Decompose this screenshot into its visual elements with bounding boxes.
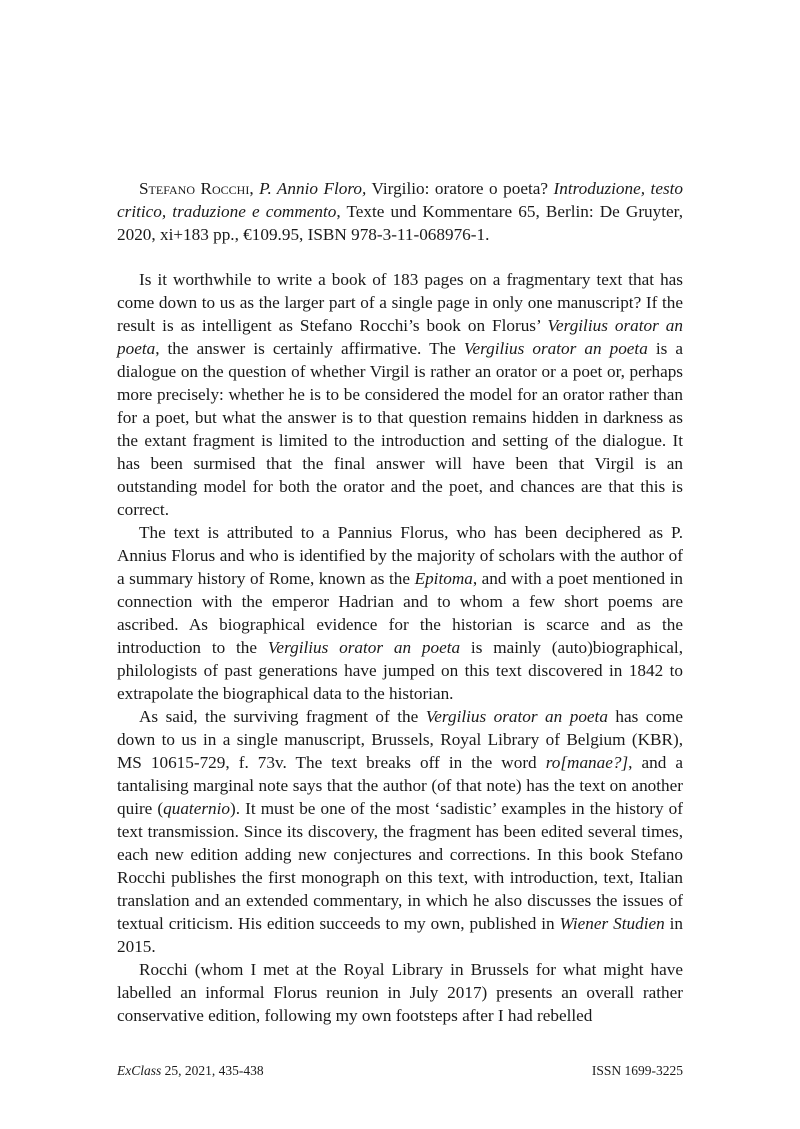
bibliographic-citation — [117, 177, 683, 246]
p1-text-c: , the answer is certainly affirmative. The — [155, 339, 464, 358]
p2-text-c: , and with a poet mentioned in connection with the emperor Hadrian and to whom a few short poems are ascribed. As biographical evidence for the historian is scarce and as the introduction to the — [117, 569, 683, 657]
citation-title-italic-2: Introduzione, testo critico, traduzione e commento — [117, 179, 684, 221]
footer-issn: ISSN 1699-3225 — [591, 1063, 683, 1078]
p4-text-a: Rocchi (whom I met at the Royal Library in Brussels for what might have labelled an informal Florus reunion in July 2017) presents an overall rather conservative edition, following my own footsteps after I had rebelled — [117, 960, 683, 1025]
paragraph-1 — [117, 268, 683, 521]
p3-italic-h: Wiener Studien — [559, 914, 665, 933]
paragraph-3 — [117, 705, 683, 958]
p1-text-e: is a dialogue on the question of whether Virgil is rather an orator or a poet or, perhaps more precisely: whether he is to be considered the model for an orator rather than for a poet, but what the answer is to that question remains hidden in darkness as the extant fragment is limited to the introduction and setting of the dialogue. It has been surmised that the final answer will have been that Virgil is an outstanding model for both the orator and the poet, and chances are that this is correct. — [117, 339, 683, 519]
paragraph-4 — [117, 958, 683, 1027]
review-page — [117, 177, 683, 1027]
p1-text-a: Is it worthwhile to write a book of 183 pages on a fragmentary text that has come down to us as the larger part of a single page in only one manuscript? If the result is as intelligent as Stefano Rocchi’s book on Florus’ — [117, 270, 683, 335]
footer-journal-name: ExClass — [117, 1063, 162, 1078]
p3-italic-d: ro[manae?] — [545, 753, 629, 772]
p3-text-e: , and a tantalising marginal note says that the author (of that note) has the text on another quire ( — [117, 753, 683, 818]
footer-journal-citation — [117, 1062, 264, 1080]
footer-volume-pages: 25, 2021, 435-438 — [161, 1063, 264, 1078]
p1-italic-d: Vergilius orator an poeta — [463, 339, 648, 358]
p3-italic-f: quaternio — [163, 799, 230, 818]
citation-details: , Texte und Kommentare 65, Berlin: De Gruyter, 2020, xi+183 pp., €109.95, ISBN 978-3-11-068976-1. — [117, 202, 683, 244]
p2-text-e: is mainly (auto)biographical, philologists of past generations have jumped on this text discovered in 1842 to extrapolate the biographical data to the historian. — [117, 638, 683, 703]
p2-italic-d: Vergilius orator an poeta — [267, 638, 461, 657]
author-last-name: Rocchi — [200, 179, 250, 198]
author-first-name: Stefano — [139, 179, 196, 198]
citation-title-italic-1: P. Annio Floro, — [259, 179, 367, 198]
p3-text-c: has come down to us in a single manuscript, Brussels, Royal Library of Belgium (KBR), MS 10615-729, f. 73v. The text breaks off in the word — [117, 707, 684, 772]
page-footer — [117, 1062, 683, 1080]
p3-text-a: As said, the surviving fragment of the — [139, 707, 426, 726]
p2-italic-b: Epitoma — [414, 569, 473, 588]
citation-separator: , — [249, 179, 260, 198]
p3-italic-b: Vergilius orator an poeta — [425, 707, 608, 726]
p3-text-i: in 2015. — [117, 914, 683, 956]
citation-title-plain: Virgilio: oratore o poeta? — [366, 179, 554, 198]
paragraph-2 — [117, 521, 683, 705]
p1-italic-b: Vergilius orator an poeta — [117, 316, 683, 358]
p3-text-g: ). It must be one of the most ‘sadistic’ examples in the history of text transmission. Since its discovery, the fragment has been edited several times, each new edition adding new conjectures and corrections. In this book Stefano Rocchi publishes the first monograph on this text, with introduction, text, Italian translation and an extended commentary, in which he also discusses the issues of textual criticism. His edition succeeds to my own, published in — [117, 799, 683, 933]
p2-text-a: The text is attributed to a Pannius Florus, who has been deciphered as P. Annius Florus and who is identified by the majority of scholars with the author of a summary history of Rome, known as the — [117, 523, 683, 588]
